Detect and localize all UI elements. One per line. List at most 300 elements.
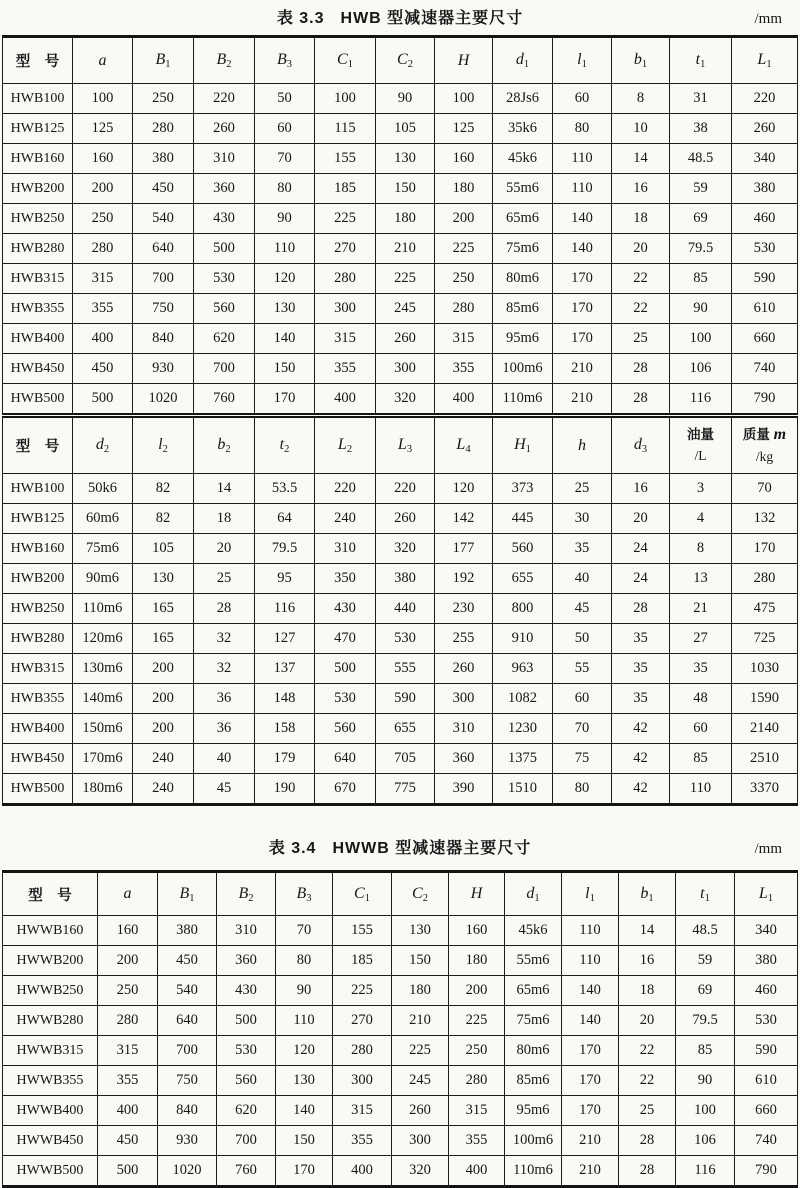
value-cell: 430	[194, 204, 255, 234]
value-cell: 4	[670, 504, 732, 534]
value-cell: 28	[612, 384, 670, 416]
value-cell: 110	[562, 916, 619, 946]
value-cell: 240	[133, 774, 194, 805]
value-cell: 380	[376, 564, 435, 594]
value-cell: 590	[376, 684, 435, 714]
model-cell: HWWB160	[3, 916, 98, 946]
value-cell: 85m6	[493, 294, 553, 324]
value-cell: 30	[553, 504, 612, 534]
value-cell: 555	[376, 654, 435, 684]
model-cell: HWB280	[3, 234, 73, 264]
value-cell: 320	[392, 1156, 449, 1187]
table-row	[3, 594, 798, 624]
value-cell: 380	[732, 174, 798, 204]
value-cell: 95m6	[493, 324, 553, 354]
value-cell: 75	[553, 744, 612, 774]
value-cell: 840	[158, 1096, 217, 1126]
column-header: H	[449, 872, 505, 916]
column-header: $t_1$	[670, 37, 732, 84]
value-cell: 35k6	[493, 114, 553, 144]
column-header: $B_3$	[255, 37, 315, 84]
value-cell: 230	[435, 594, 493, 624]
table-row	[3, 84, 798, 114]
value-cell: 120	[435, 474, 493, 504]
value-cell: 79.5	[670, 234, 732, 264]
value-cell: 130	[376, 144, 435, 174]
value-cell: 28	[194, 594, 255, 624]
value-cell: 8	[670, 534, 732, 564]
value-cell: 350	[315, 564, 376, 594]
column-header: $H_1$	[493, 416, 553, 474]
value-cell: 70	[553, 714, 612, 744]
table-row	[3, 654, 798, 684]
value-cell: 450	[158, 946, 217, 976]
value-cell: 790	[735, 1156, 798, 1187]
value-cell: 82	[133, 504, 194, 534]
column-header: $B_2$	[217, 872, 276, 916]
value-cell: 100	[315, 84, 376, 114]
value-cell: 170m6	[73, 744, 133, 774]
value-cell: 260	[732, 114, 798, 144]
model-cell: HWB280	[3, 624, 73, 654]
value-cell: 59	[670, 174, 732, 204]
value-cell: 450	[98, 1126, 158, 1156]
value-cell: 48	[670, 684, 732, 714]
table-3-4-caption	[2, 837, 798, 861]
value-cell: 14	[194, 474, 255, 504]
value-cell: 100	[676, 1096, 735, 1126]
value-cell: 225	[449, 1006, 505, 1036]
value-cell: 1020	[158, 1156, 217, 1187]
value-cell: 20	[619, 1006, 676, 1036]
value-cell: 380	[133, 144, 194, 174]
column-header: $b_1$	[619, 872, 676, 916]
value-cell: 60m6	[73, 504, 133, 534]
header-row	[3, 416, 798, 474]
value-cell: 150	[392, 946, 449, 976]
value-cell: 360	[435, 744, 493, 774]
value-cell: 760	[217, 1156, 276, 1187]
value-cell: 18	[194, 504, 255, 534]
value-cell: 170	[562, 1096, 619, 1126]
value-cell: 110m6	[73, 594, 133, 624]
value-cell: 270	[333, 1006, 392, 1036]
value-cell: 3	[670, 474, 732, 504]
value-cell: 220	[194, 84, 255, 114]
value-cell: 910	[493, 624, 553, 654]
value-cell: 75m6	[73, 534, 133, 564]
value-cell: 360	[217, 946, 276, 976]
value-cell: 250	[435, 264, 493, 294]
value-cell: 500	[98, 1156, 158, 1187]
value-cell: 225	[333, 976, 392, 1006]
table-3-3-caption	[2, 7, 798, 31]
model-cell: HWB100	[3, 474, 73, 504]
value-cell: 1082	[493, 684, 553, 714]
value-cell: 25	[612, 324, 670, 354]
model-cell: HWB200	[3, 174, 73, 204]
value-cell: 130	[392, 916, 449, 946]
value-cell: 110	[553, 144, 612, 174]
value-cell: 260	[194, 114, 255, 144]
value-cell: 220	[376, 474, 435, 504]
value-cell: 120	[255, 264, 315, 294]
value-cell: 210	[562, 1156, 619, 1187]
value-cell: 90m6	[73, 564, 133, 594]
value-cell: 445	[493, 504, 553, 534]
value-cell: 137	[255, 654, 315, 684]
table-row	[3, 354, 798, 384]
table-3-4	[2, 870, 798, 1188]
value-cell: 10	[612, 114, 670, 144]
value-cell: 48.5	[676, 916, 735, 946]
value-cell: 36	[194, 714, 255, 744]
value-cell: 440	[376, 594, 435, 624]
model-cell: HWB355	[3, 684, 73, 714]
column-header: $t_2$	[255, 416, 315, 474]
value-cell: 705	[376, 744, 435, 774]
value-cell: 14	[612, 144, 670, 174]
value-cell: 75m6	[493, 234, 553, 264]
table-row	[3, 1096, 798, 1126]
value-cell: 40	[553, 564, 612, 594]
value-cell: 760	[194, 384, 255, 416]
value-cell: 38	[670, 114, 732, 144]
value-cell: 160	[435, 144, 493, 174]
model-cell: HWB125	[3, 504, 73, 534]
value-cell: 250	[73, 204, 133, 234]
value-cell: 640	[133, 234, 194, 264]
value-cell: 315	[333, 1096, 392, 1126]
column-header: 质量 m /kg	[732, 416, 798, 474]
table-3-3	[2, 35, 798, 806]
table-row	[3, 534, 798, 564]
value-cell: 106	[676, 1126, 735, 1156]
value-cell: 500	[217, 1006, 276, 1036]
value-cell: 750	[158, 1066, 217, 1096]
table-row	[3, 684, 798, 714]
column-header: 型 号	[3, 37, 73, 84]
value-cell: 220	[732, 84, 798, 114]
value-cell: 373	[493, 474, 553, 504]
value-cell: 95m6	[505, 1096, 562, 1126]
value-cell: 355	[333, 1126, 392, 1156]
value-cell: 120m6	[73, 624, 133, 654]
value-cell: 27	[670, 624, 732, 654]
value-cell: 930	[158, 1126, 217, 1156]
value-cell: 160	[98, 916, 158, 946]
value-cell: 25	[619, 1096, 676, 1126]
value-cell: 79.5	[255, 534, 315, 564]
value-cell: 700	[158, 1036, 217, 1066]
value-cell: 140	[553, 204, 612, 234]
value-cell: 69	[676, 976, 735, 1006]
value-cell: 116	[255, 594, 315, 624]
value-cell: 530	[376, 624, 435, 654]
value-cell: 60	[553, 84, 612, 114]
value-cell: 42	[612, 744, 670, 774]
value-cell: 740	[732, 354, 798, 384]
value-cell: 170	[562, 1036, 619, 1066]
value-cell: 530	[217, 1036, 276, 1066]
value-cell: 1030	[732, 654, 798, 684]
value-cell: 130	[255, 294, 315, 324]
header-row	[3, 872, 798, 916]
column-header: H	[435, 37, 493, 84]
value-cell: 430	[217, 976, 276, 1006]
value-cell: 355	[315, 354, 376, 384]
table-row	[3, 1156, 798, 1187]
table-row	[3, 384, 798, 416]
value-cell: 620	[194, 324, 255, 354]
value-cell: 116	[676, 1156, 735, 1187]
value-cell: 60	[255, 114, 315, 144]
value-cell: 355	[98, 1066, 158, 1096]
value-cell: 125	[435, 114, 493, 144]
value-cell: 140m6	[73, 684, 133, 714]
value-cell: 60	[670, 714, 732, 744]
column-header: $d_2$	[73, 416, 133, 474]
value-cell: 60	[553, 684, 612, 714]
value-cell: 140	[553, 234, 612, 264]
value-cell: 18	[619, 976, 676, 1006]
value-cell: 200	[73, 174, 133, 204]
value-cell: 300	[435, 684, 493, 714]
value-cell: 75m6	[505, 1006, 562, 1036]
value-cell: 142	[435, 504, 493, 534]
column-header: $B_3$	[276, 872, 333, 916]
value-cell: 775	[376, 774, 435, 805]
value-cell: 35	[553, 534, 612, 564]
table-row	[3, 774, 798, 805]
column-header: $d_1$	[505, 872, 562, 916]
value-cell: 310	[194, 144, 255, 174]
value-cell: 85	[676, 1036, 735, 1066]
value-cell: 110	[562, 946, 619, 976]
model-cell: HWWB315	[3, 1036, 98, 1066]
value-cell: 200	[133, 654, 194, 684]
column-header: $b_2$	[194, 416, 255, 474]
value-cell: 400	[98, 1096, 158, 1126]
value-cell: 22	[612, 294, 670, 324]
value-cell: 200	[435, 204, 493, 234]
value-cell: 470	[315, 624, 376, 654]
model-cell: HWB400	[3, 324, 73, 354]
value-cell: 590	[732, 264, 798, 294]
table-row	[3, 504, 798, 534]
value-cell: 80m6	[505, 1036, 562, 1066]
value-cell: 530	[735, 1006, 798, 1036]
value-cell: 315	[73, 264, 133, 294]
column-header: a	[73, 37, 133, 84]
value-cell: 250	[133, 84, 194, 114]
value-cell: 70	[276, 916, 333, 946]
value-cell: 210	[562, 1126, 619, 1156]
value-cell: 210	[392, 1006, 449, 1036]
model-cell: HWB450	[3, 744, 73, 774]
value-cell: 790	[732, 384, 798, 416]
value-cell: 35	[612, 624, 670, 654]
value-cell: 390	[435, 774, 493, 805]
table-row	[3, 916, 798, 946]
value-cell: 110	[276, 1006, 333, 1036]
value-cell: 560	[493, 534, 553, 564]
table-row	[3, 1006, 798, 1036]
model-cell: HWB500	[3, 384, 73, 416]
value-cell: 140	[562, 1006, 619, 1036]
table-row	[3, 1036, 798, 1066]
value-cell: 28Js6	[493, 84, 553, 114]
column-header: $d_3$	[612, 416, 670, 474]
value-cell: 280	[98, 1006, 158, 1036]
model-cell: HWB315	[3, 654, 73, 684]
value-cell: 28	[619, 1156, 676, 1187]
value-cell: 130m6	[73, 654, 133, 684]
value-cell: 320	[376, 534, 435, 564]
value-cell: 90	[376, 84, 435, 114]
value-cell: 200	[133, 684, 194, 714]
column-header: $d_1$	[493, 37, 553, 84]
value-cell: 106	[670, 354, 732, 384]
value-cell: 42	[612, 774, 670, 805]
column-header: $B_1$	[158, 872, 217, 916]
value-cell: 260	[376, 504, 435, 534]
value-cell: 1375	[493, 744, 553, 774]
value-cell: 36	[194, 684, 255, 714]
value-cell: 260	[435, 654, 493, 684]
value-cell: 59	[676, 946, 735, 976]
value-cell: 110	[255, 234, 315, 264]
value-cell: 280	[449, 1066, 505, 1096]
value-cell: 300	[333, 1066, 392, 1096]
value-cell: 28	[612, 354, 670, 384]
value-cell: 70	[255, 144, 315, 174]
model-cell: HWB315	[3, 264, 73, 294]
value-cell: 640	[158, 1006, 217, 1036]
value-cell: 155	[315, 144, 376, 174]
value-cell: 125	[73, 114, 133, 144]
value-cell: 180m6	[73, 774, 133, 805]
value-cell: 170	[562, 1066, 619, 1096]
value-cell: 24	[612, 564, 670, 594]
column-header: $l_1$	[553, 37, 612, 84]
value-cell: 655	[376, 714, 435, 744]
value-cell: 660	[732, 324, 798, 354]
value-cell: 48.5	[670, 144, 732, 174]
column-header: 油量 /L	[670, 416, 732, 474]
unit-label: /mm	[754, 841, 782, 857]
value-cell: 105	[133, 534, 194, 564]
column-header: $C_1$	[333, 872, 392, 916]
model-cell: HWWB450	[3, 1126, 98, 1156]
value-cell: 380	[735, 946, 798, 976]
column-header: $C_2$	[392, 872, 449, 916]
value-cell: 150	[376, 174, 435, 204]
model-cell: HWB500	[3, 774, 73, 805]
value-cell: 31	[670, 84, 732, 114]
table-row	[3, 976, 798, 1006]
table-number: 表 3.4	[268, 840, 317, 857]
value-cell: 50k6	[73, 474, 133, 504]
model-cell: HWB400	[3, 714, 73, 744]
value-cell: 190	[255, 774, 315, 805]
value-cell: 115	[315, 114, 376, 144]
value-cell: 130	[133, 564, 194, 594]
value-cell: 28	[612, 594, 670, 624]
table-row	[3, 1126, 798, 1156]
value-cell: 245	[392, 1066, 449, 1096]
value-cell: 670	[315, 774, 376, 805]
value-cell: 20	[612, 504, 670, 534]
model-cell: HWWB355	[3, 1066, 98, 1096]
value-cell: 140	[255, 324, 315, 354]
column-header: $t_1$	[676, 872, 735, 916]
value-cell: 55m6	[505, 946, 562, 976]
value-cell: 50	[255, 84, 315, 114]
value-cell: 180	[376, 204, 435, 234]
value-cell: 310	[435, 714, 493, 744]
value-cell: 590	[735, 1036, 798, 1066]
value-cell: 280	[315, 264, 376, 294]
column-header: $l_1$	[562, 872, 619, 916]
value-cell: 610	[732, 294, 798, 324]
table-row	[3, 264, 798, 294]
table-row	[3, 144, 798, 174]
value-cell: 16	[612, 474, 670, 504]
value-cell: 355	[449, 1126, 505, 1156]
value-cell: 16	[612, 174, 670, 204]
value-cell: 1590	[732, 684, 798, 714]
value-cell: 475	[732, 594, 798, 624]
value-cell: 170	[255, 384, 315, 416]
table-row	[3, 946, 798, 976]
unit-label: /mm	[754, 11, 782, 27]
column-header: a	[98, 872, 158, 916]
value-cell: 70	[732, 474, 798, 504]
value-cell: 3370	[732, 774, 798, 805]
value-cell: 55	[553, 654, 612, 684]
model-cell: HWB250	[3, 594, 73, 624]
value-cell: 160	[73, 144, 133, 174]
value-cell: 80	[553, 114, 612, 144]
value-cell: 42	[612, 714, 670, 744]
value-cell: 220	[315, 474, 376, 504]
value-cell: 100m6	[505, 1126, 562, 1156]
value-cell: 320	[376, 384, 435, 416]
value-cell: 840	[133, 324, 194, 354]
value-cell: 25	[194, 564, 255, 594]
value-cell: 110m6	[493, 384, 553, 416]
table-title: HWWB 型减速器主要尺寸	[332, 840, 532, 857]
value-cell: 500	[73, 384, 133, 416]
value-cell: 560	[315, 714, 376, 744]
value-cell: 300	[376, 354, 435, 384]
value-cell: 380	[158, 916, 217, 946]
value-cell: 700	[217, 1126, 276, 1156]
value-cell: 180	[392, 976, 449, 1006]
value-cell: 225	[435, 234, 493, 264]
value-cell: 105	[376, 114, 435, 144]
value-cell: 192	[435, 564, 493, 594]
value-cell: 90	[255, 204, 315, 234]
value-cell: 240	[315, 504, 376, 534]
value-cell: 400	[435, 384, 493, 416]
value-cell: 110	[670, 774, 732, 805]
value-cell: 22	[612, 264, 670, 294]
value-cell: 25	[553, 474, 612, 504]
value-cell: 150m6	[73, 714, 133, 744]
model-cell: HWB100	[3, 84, 73, 114]
